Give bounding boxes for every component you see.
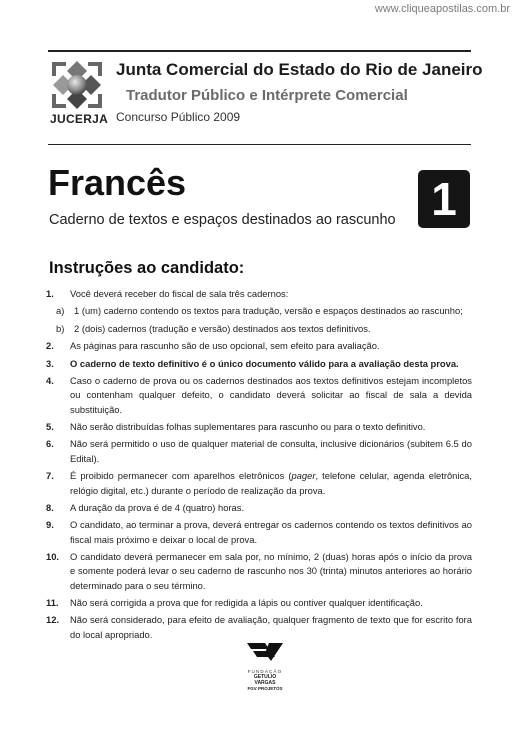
page-title: Francês (48, 162, 187, 203)
watermark: www.cliqueapostilas.com.br (374, 3, 510, 15)
fgv-line-3: FGV PROJETOS (247, 686, 283, 691)
item-text: A duração da prova é de 4 (quatro) horas. (70, 501, 245, 513)
sub-item (56, 304, 472, 319)
item-number: 3. (46, 357, 54, 369)
item-number: 11. (46, 597, 59, 609)
logo-wordmark: JUCERJA (50, 112, 109, 126)
fgv-line-2: GETULIO VARGAS (253, 674, 277, 686)
item-text (70, 469, 472, 498)
item-text: Não será corrigida a prova que for redigida a lápis ou contiver qualquer identificação. (70, 597, 423, 609)
list-item (46, 518, 472, 547)
list-item (46, 374, 472, 418)
item-text: Não será permitido o uso de qualquer material de consulta, inclusive dicionários (subitem 6.5 do Edital). (70, 438, 472, 464)
item-number: 8. (46, 501, 54, 513)
list-item (46, 339, 472, 354)
item-text: O caderno de texto definitivo é o único documento válido para a avaliação desta prova. (70, 357, 459, 369)
sub-item (56, 322, 472, 337)
item-text: Caso o caderno de prova ou os cadernos destinados aos textos definitivos estejam incompletos ou contenham qualquer defeito, o candidato deverá solicitar ao fiscal de sala a devida substituição. (70, 374, 472, 415)
item-number: 4. (46, 374, 54, 386)
list-item (46, 469, 472, 498)
item-text: Não serão distribuídas folhas suplementares para rascunho ou para o texto definitivo. (70, 421, 426, 433)
jucerja-emblem-icon (50, 60, 104, 110)
fgv-line-1: FUNDAÇÃO (247, 669, 283, 674)
list-item (46, 501, 472, 516)
item-number: 10. (46, 550, 60, 562)
item-number: 1. (46, 288, 54, 299)
item-text: O candidato, ao terminar a prova, deverá entregar os cadernos contendo os textos definitivos ao fiscal mais próximo e deixar o local de prova. (70, 519, 472, 545)
contest-label: Concurso Público 2009 (116, 110, 241, 124)
list-item (46, 420, 472, 435)
booklet-number-badge: 1 (418, 170, 470, 228)
middle-rule (48, 144, 471, 145)
list-item (46, 437, 472, 466)
item-number: 5. (46, 421, 54, 433)
instructions-list (46, 287, 472, 645)
item-number: 9. (46, 519, 54, 531)
item-text: O candidato deverá permanecer em sala por, no mínimo, 2 (duas) horas após o início da prova e somente poderá levar o seu caderno de rascunho nos 30 (trinta) minutos anteriores ao horário determinado para o seu término. (70, 550, 472, 592)
item-text: Você deverá receber do fiscal de sala três cadernos: (70, 288, 289, 299)
list-item (46, 357, 472, 372)
top-rule (48, 50, 471, 52)
item-text-part: É proibido permanecer com aparelhos eletrônicos ( (70, 470, 292, 482)
sub-item-letter: b) (56, 322, 65, 334)
fgv-logo (243, 641, 287, 691)
fgv-emblem-icon (245, 641, 285, 663)
instructions-heading: Instruções ao candidato: (49, 259, 245, 277)
item-number: 6. (46, 438, 54, 450)
org-subtitle: Tradutor Público e Intérprete Comercial (126, 87, 408, 104)
list-item (46, 613, 472, 642)
sub-item-text: 2 (dois) cadernos (tradução e versão) destinados aos textos definitivos. (74, 322, 371, 334)
item-number: 12. (46, 614, 60, 626)
org-name: Junta Comercial do Estado do Rio de Janeiro (116, 60, 483, 79)
item-number: 7. (46, 470, 54, 482)
item-text: Não será considerado, para efeito de avaliação, qualquer fragmento de texto que for escrito fora do local apropriado. (70, 614, 472, 640)
sub-item-letter: a) (56, 305, 65, 317)
jucerja-logo (50, 60, 109, 126)
page-subtitle: Caderno de textos e espaços destinados ao rascunho (49, 212, 396, 228)
list-item (46, 596, 472, 611)
item-number: 2. (46, 340, 54, 352)
org-block (116, 60, 483, 124)
list-item (46, 550, 472, 594)
sub-item-text: 1 (um) caderno contendo os textos para tradução, versão e espaços destinados ao rascunho; (74, 305, 463, 317)
list-item (46, 287, 472, 302)
item-text: As páginas para rascunho são de uso opcional, sem efeito para avaliação. (70, 340, 380, 352)
item-text-part: , telefone celular, agenda eletrônica, relógio digital, etc.) durante o período de realização da prova. (70, 470, 472, 496)
item-text-emphasis: pager (291, 470, 316, 482)
